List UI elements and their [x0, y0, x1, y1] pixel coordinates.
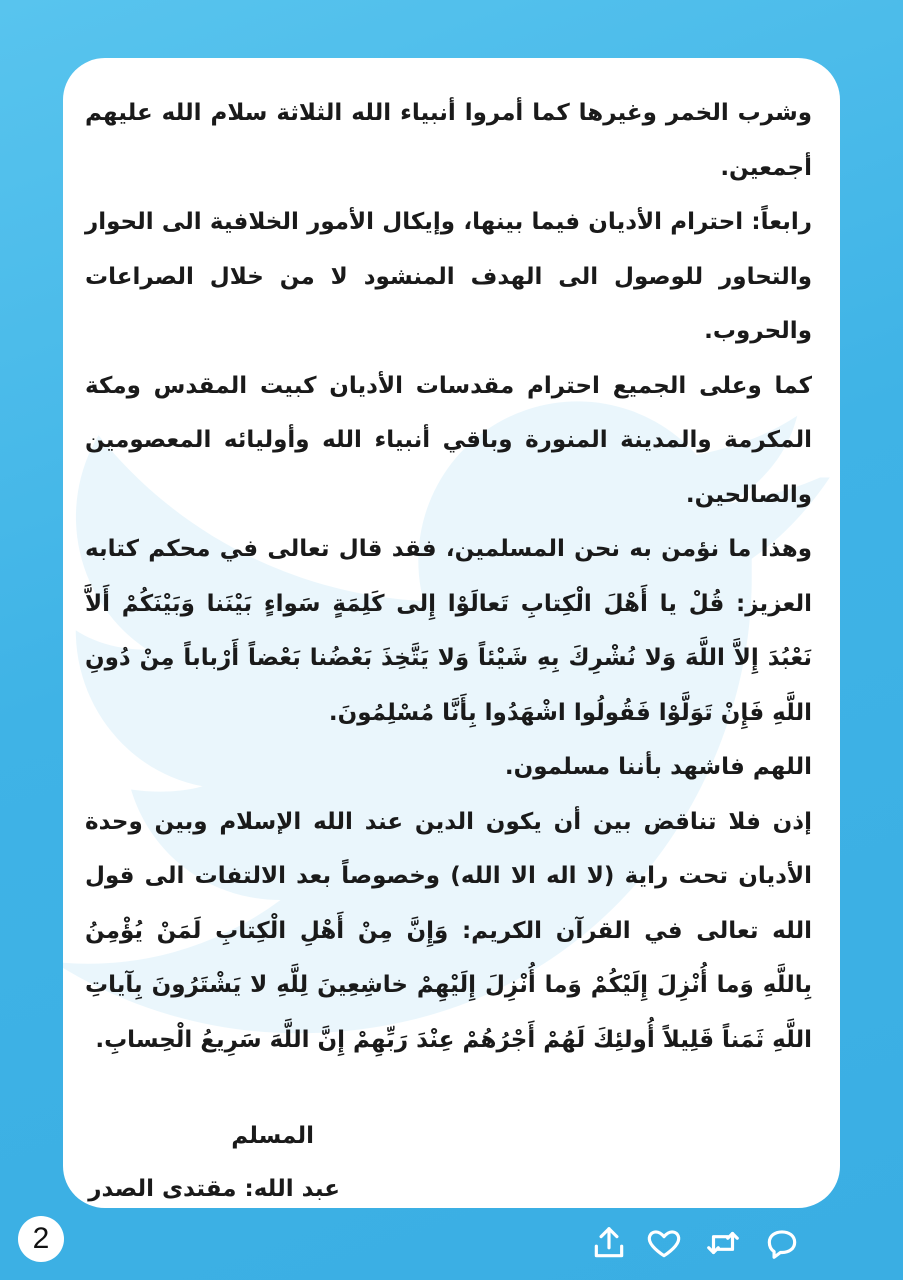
share-button[interactable] — [590, 1224, 628, 1262]
signature-title: المسلم — [231, 1123, 314, 1149]
heart-icon — [645, 1224, 683, 1262]
reply-button[interactable] — [763, 1224, 801, 1262]
like-button[interactable] — [645, 1224, 683, 1262]
post-body — [85, 86, 812, 1067]
reply-icon — [763, 1224, 801, 1262]
paragraph: وهذا ما نؤمن به نحن المسلمين، فقد قال تعالى في محكم كتابه العزيز: قُلْ يا أَهْلَ الْكِتابِ تَعالَوْا إِلى كَلِمَةٍ سَواءٍ بَيْنَنا وَبَيْنَكُمْ أَلاَّ نَعْبُدَ إِلاَّ اللَّهَ وَلا نُشْرِكَ بِهِ شَيْئاً وَلا يَتَّخِذَ بَعْضُنا بَعْضاً أَرْباباً مِنْ دُونِ اللَّهِ فَإِنْ تَوَلَّوْا فَقُولُوا اشْهَدُوا بِأَنَّا مُسْلِمُونَ. — [85, 536, 812, 726]
share-icon — [590, 1224, 628, 1262]
retweet-icon — [704, 1224, 742, 1262]
post-card — [63, 58, 840, 1208]
paragraph: وشرب الخمر وغيرها كما أمروا أنبياء الله الثلاثة سلام الله عليهم أجمعين. — [85, 100, 812, 181]
paragraph: إذن فلا تناقض بين أن يكون الدين عند الله الإسلام وبين وحدة الأديان تحت راية (لا اله الا الله) وخصوصاً بعد الالتفات الى قول الله تعالى في القرآن الكريم: وَإِنَّ مِنْ أَهْلِ الْكِتابِ لَمَنْ يُؤْمِنُ بِاللَّهِ وَما أُنْزِلَ إِلَيْكُمْ وَما أُنْزِلَ إِلَيْهِمْ خاشِعِينَ لِلَّهِ لا يَشْتَرُونَ بِآياتِ اللَّهِ ثَمَناً قَلِيلاً أُولئِكَ لَهُمْ أَجْرُهُمْ عِنْدَ رَبِّهِمْ إِنَّ اللَّهَ سَرِيعُ الْحِسابِ. — [85, 808, 812, 1053]
paragraph: رابعاً: احترام الأديان فيما بينها، وإيكال الأمور الخلافية الى الحوار والتحاور للوصول الى الهدف المنشود لا من خلال الصراعات والحروب. — [85, 209, 812, 344]
paragraph: كما وعلى الجميع احترام مقدسات الأديان كبيت المقدس ومكة المكرمة والمدينة المنورة وباقي أنبياء الله وأوليائه المعصومين والصالحين. — [85, 372, 812, 508]
retweet-button[interactable] — [704, 1224, 742, 1262]
signature-name: عبد الله: مقتدى الصدر — [88, 1176, 340, 1202]
page-number-badge: 2 — [18, 1216, 64, 1262]
paragraph: اللهم فاشهد بأننا مسلمون. — [504, 754, 812, 780]
